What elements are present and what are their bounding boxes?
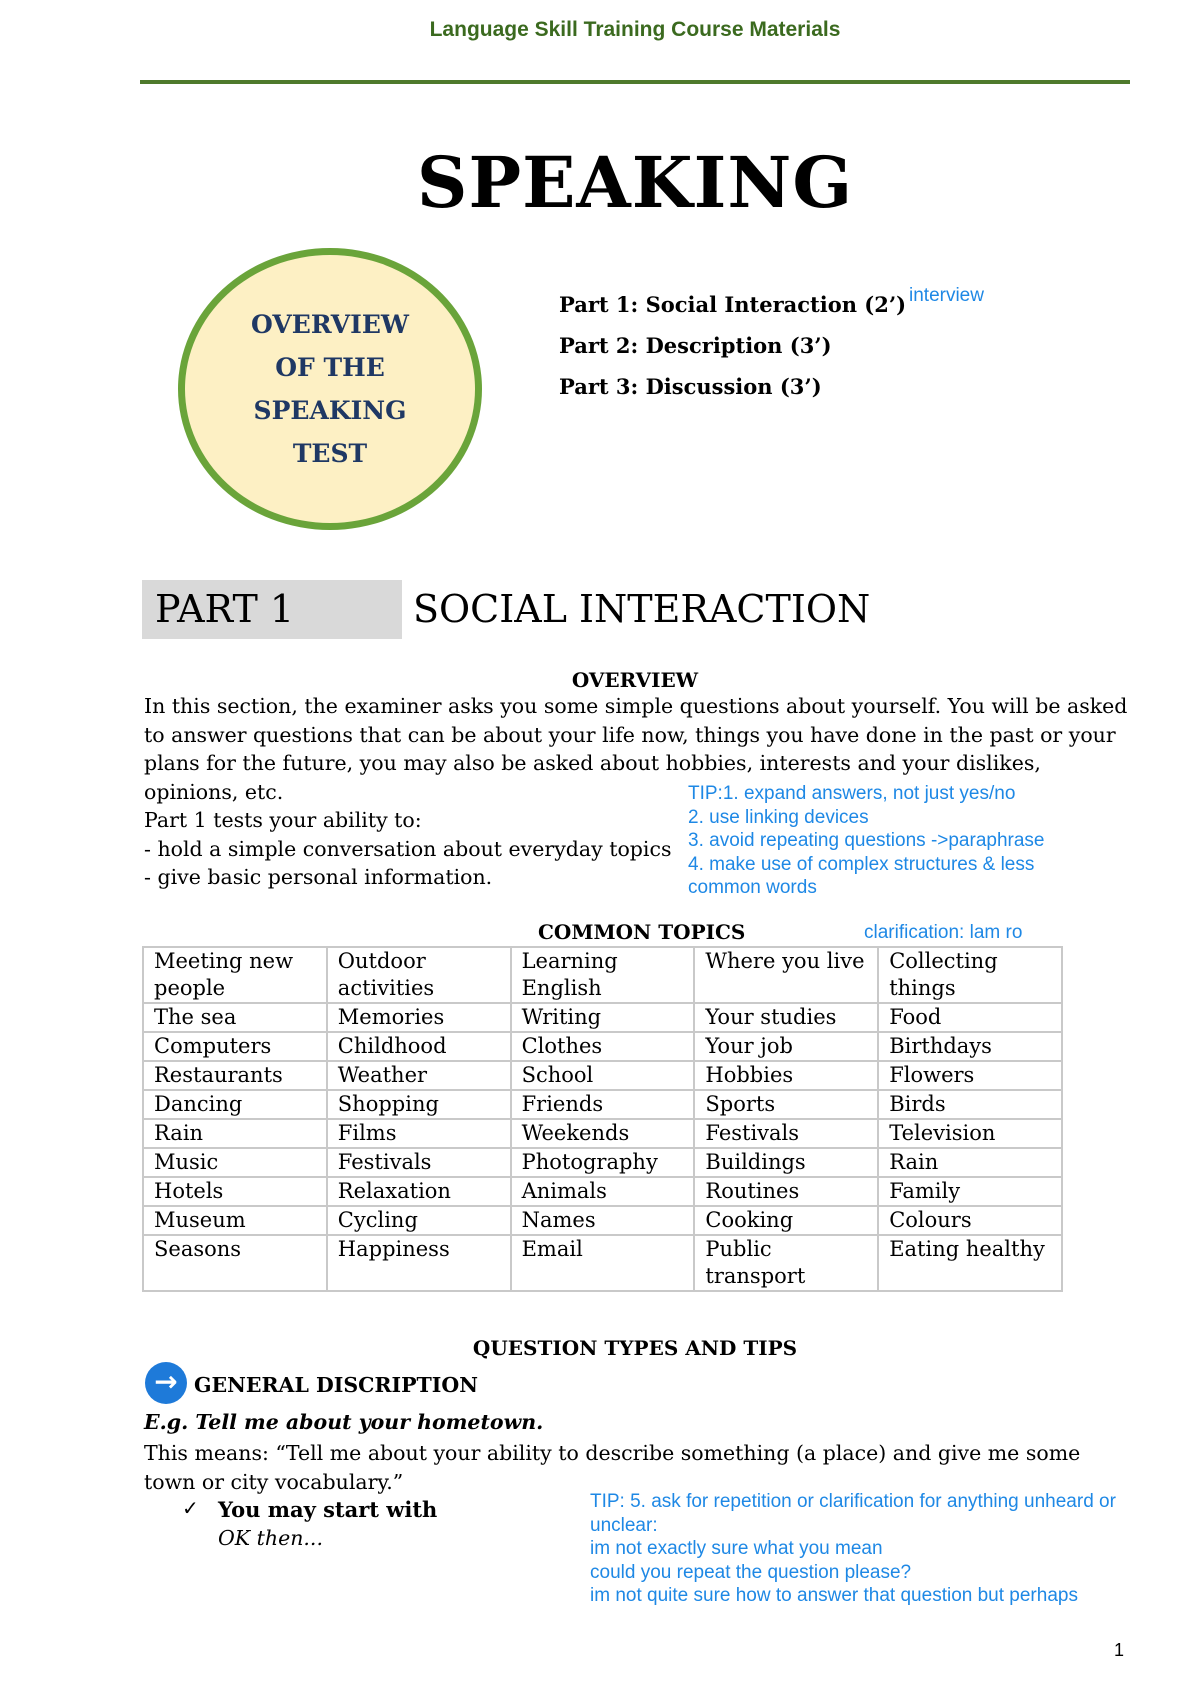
table-cell: Eating healthy [878,1235,1062,1291]
table-cell: Food [878,1003,1062,1032]
overview-circle-text: OVERVIEW OF THE SPEAKING TEST [251,310,409,468]
table-cell: Animals [511,1177,695,1206]
table-cell: Dancing [143,1090,327,1119]
start-example: OK then... [218,1526,323,1550]
table-cell: Email [511,1235,695,1291]
tip-line: unclear: [590,1514,658,1536]
table-cell: Restaurants [143,1061,327,1090]
example-meaning: This means: “Tell me about your ability to describe something (a place) and give me some town or city vocabulary.” [144,1441,1081,1494]
table-cell: Happiness [327,1235,511,1291]
overview-circle [178,248,482,530]
table-row [143,947,1062,1003]
part-item: Part 1: Social Interaction (2’) [559,292,907,317]
table-cell: School [511,1061,695,1090]
table-cell: Learning English [511,947,695,1003]
table-cell: Your studies [694,1003,878,1032]
table-cell: Photography [511,1148,695,1177]
table-cell: Flowers [878,1061,1062,1090]
example-question: E.g. Tell me about your hometown. [144,1410,544,1434]
tests-intro: Part 1 tests your ability to: [144,808,422,832]
table-row [143,1206,1062,1235]
table-row [143,1119,1062,1148]
table-cell: Family [878,1177,1062,1206]
table-cell: Museum [143,1206,327,1235]
start-label: You may start with [218,1497,438,1522]
table-cell: Cooking [694,1206,878,1235]
overview-heading: OVERVIEW [571,668,699,692]
tip-line: could you repeat the question please? [590,1561,912,1583]
part-label-box: PART 1 [142,580,402,639]
table-cell: Hobbies [694,1061,878,1090]
header-divider [140,80,1130,84]
table-cell: Relaxation [327,1177,511,1206]
table-row [143,1090,1062,1119]
tip-note-1 [688,782,1045,900]
table-cell: Computers [143,1032,327,1061]
table-cell: Seasons [143,1235,327,1291]
table-cell: Weekends [511,1119,695,1148]
table-cell: Films [327,1119,511,1148]
parts-list [559,284,906,407]
table-cell: Meeting new people [143,947,327,1003]
table-cell: Colours [878,1206,1062,1235]
table-cell: Birthdays [878,1032,1062,1061]
table-row [143,1148,1062,1177]
overview-paragraph: In this section, the examiner asks you some simple questions about yourself. You will be asked to answer questions that can be about your life now, things you have done in the past or your plans for the future, you may also be asked about hobbies, interests and your dislikes, opinions, etc. [144,694,1128,804]
table-cell: The sea [143,1003,327,1032]
tip-line: im not quite sure how to answer that question but perhaps [590,1585,1078,1606]
table-cell: Sports [694,1090,878,1119]
table-cell: Routines [694,1177,878,1206]
tip-line: common words [688,877,817,898]
table-cell: Public transport [694,1235,878,1291]
tip-line: TIP:1. expand answers, not just yes/no [688,783,1016,804]
table-cell: Your job [694,1032,878,1061]
tip-line: 2. use linking devices [688,806,869,828]
tip-line: TIP: 5. ask for repetition or clarification for anything unheard or [590,1491,1116,1512]
tip-line: 3. avoid repeating questions ->paraphrase [688,830,1045,851]
table-cell: Hotels [143,1177,327,1206]
header-title: Language Skill Training Course Materials [429,18,841,41]
tip-line: im not exactly sure what you mean [590,1538,883,1559]
page-title: SPEAKING [416,141,854,224]
table-cell: Festivals [327,1148,511,1177]
table-cell: Names [511,1206,695,1235]
table-row [143,1003,1062,1032]
table-cell: Weather [327,1061,511,1090]
table-row [143,1061,1062,1090]
tip-note-5 [590,1490,1190,1608]
page-number: 1 [1114,1640,1125,1660]
arrow-right-icon: → [145,1362,187,1404]
part-item: Part 2: Description (3’) [559,333,832,358]
interview-note: interview [909,285,984,306]
table-cell: Writing [511,1003,695,1032]
table-cell: Collecting things [878,947,1062,1003]
table-cell: Rain [143,1119,327,1148]
tests-item: - give basic personal information. [144,865,493,889]
table-cell: Buildings [694,1148,878,1177]
topics-table [142,946,1063,1292]
table-cell: Childhood [327,1032,511,1061]
table-cell: Cycling [327,1206,511,1235]
table-cell: Music [143,1148,327,1177]
table-cell: Television [878,1119,1062,1148]
section-heading: SOCIAL INTERACTION [413,587,871,631]
table-cell: Rain [878,1148,1062,1177]
table-cell: Festivals [694,1119,878,1148]
table-row [143,1032,1062,1061]
table-cell: Shopping [327,1090,511,1119]
tests-list [144,806,671,892]
part-item: Part 3: Discussion (3’) [559,374,822,399]
table-row [143,1177,1062,1206]
clarification-note: clarification: lam ro [864,922,1023,943]
tests-item: - hold a simple conversation about everyday topics [144,836,672,861]
question-types-heading: QUESTION TYPES AND TIPS [472,1336,798,1360]
table-row [143,1235,1062,1291]
table-cell: Friends [511,1090,695,1119]
checkmark-icon: ✓ [182,1496,199,1520]
table-cell: Birds [878,1090,1062,1119]
general-description-heading: GENERAL DISCRIPTION [194,1373,478,1397]
topics-heading: COMMON TOPICS [538,920,746,944]
tip-line: 4. make use of complex structures & less [688,853,1035,875]
table-cell: Memories [327,1003,511,1032]
table-cell: Outdoor activities [327,947,511,1003]
table-cell: Clothes [511,1032,695,1061]
table-cell: Where you live [694,947,878,1003]
